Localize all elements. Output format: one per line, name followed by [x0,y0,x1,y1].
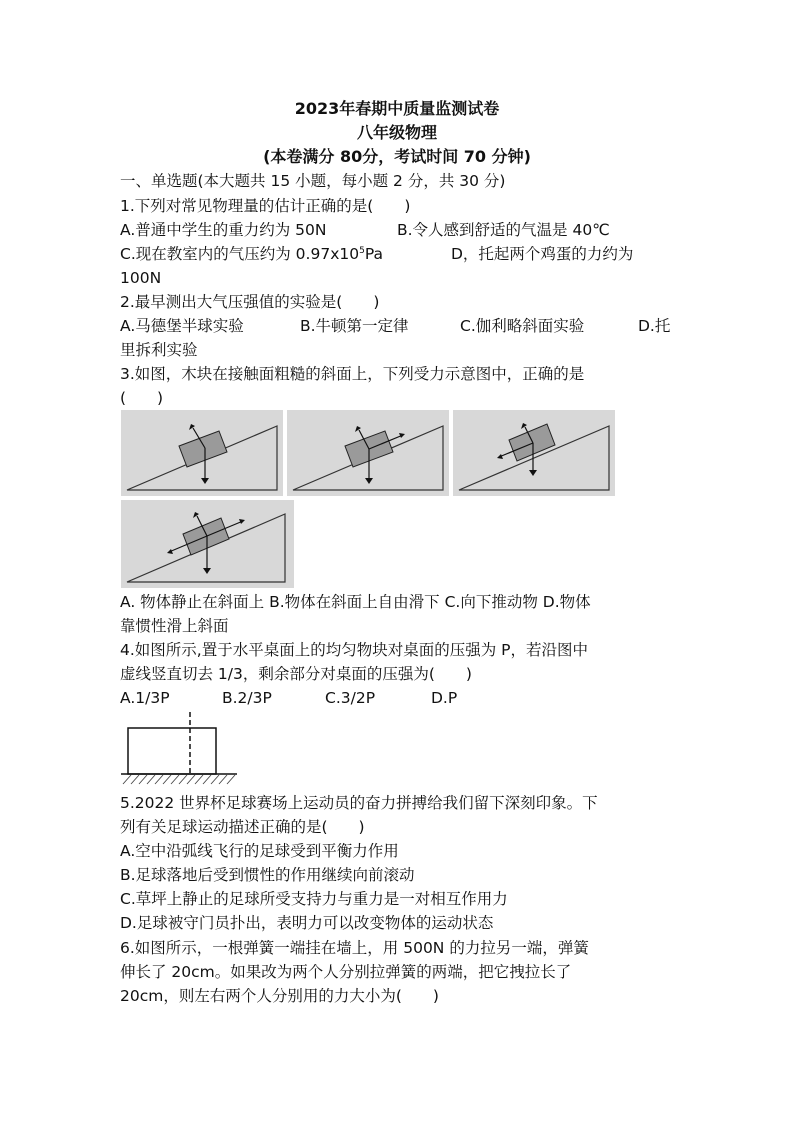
q1-option-c-text: C.现在教室内的气压约为 0.97x10 [120,245,360,263]
q1-option-c-exponent: 5 [359,245,365,256]
q4-figure [119,712,239,792]
q4-figure-diagram [119,712,239,788]
q1-option-d-cont: 100N [120,269,162,287]
q3-options: A. 物体静止在斜面上 B.物体在斜面上自由滑下 C.向下推动物 D.物体 [120,593,591,611]
q3-stem: 3.如图，木块在接触面粗糙的斜面上，下列受力示意图中，正确的是 [120,365,585,383]
q3-options-cont: 靠惯性滑上斜面 [120,617,229,635]
q2-option-d: D.托 [638,317,671,335]
q2-option-a: A.马德堡半球实验 [120,317,244,335]
q4-option-b: B.2/3P [222,689,272,707]
q4-option-a: A.1/3P [120,689,170,707]
q5-stem: 5.2022 世界杯足球赛场上运动员的奋力拼搏给我们留下深刻印象。下 [120,794,598,812]
q3-figure-c [453,410,615,496]
q3-figure-b [287,410,449,496]
q3-figure-d [121,500,294,588]
q1-option-a: A.普通中学生的重力约为 50N [120,221,327,239]
q3-figure-d-diagram [121,500,294,588]
q3-figure-a-diagram [121,410,283,496]
exam-note: (本卷满分 80分，考试时间 70 分钟) [263,147,531,166]
exam-title: 2023年春期中质量监测试卷 [294,99,500,118]
q4-stem: 4.如图所示,置于水平桌面上的均匀物块对桌面的压强为 P，若沿图中 [120,641,588,659]
exam-subtitle: 八年级物理 [356,123,437,142]
q1-option-c [120,243,383,265]
q6-stem: 6.如图所示，一根弹簧一端挂在墙上，用 500N 的力拉另一端，弹簧 [120,939,589,957]
q3-figure-a [121,410,283,496]
q6-stem-cont: 伸长了 20cm。如果改为两个人分别拉弹簧的两端，把它拽拉长了 [120,963,572,981]
q1-stem: 1.下列对常见物理量的估计正确的是( ) [120,197,411,215]
q1-option-c-unit: Pa [364,245,383,263]
q5-option-d: D.足球被守门员扑出，表明力可以改变物体的运动状态 [120,914,494,932]
q4-stem-cont: 虚线竖直切去 1/3，剩余部分对桌面的压强为( ) [120,665,472,683]
q2-stem: 2.最早测出大气压强值的实验是( ) [120,293,380,311]
section-heading: 一、单选题(本大题共 15 小题，每小题 2 分，共 30 分) [120,172,506,190]
q5-option-a: A.空中沿弧线飞行的足球受到平衡力作用 [120,842,399,860]
q4-option-c: C.3/2P [325,689,376,707]
q2-option-b: B.牛顿第一定律 [300,317,409,335]
q6-stem-cont2: 20cm，则左右两个人分别用的力大小为( ) [120,987,439,1005]
q5-option-c: C.草坪上静止的足球所受支持力与重力是一对相互作用力 [120,890,508,908]
q2-option-c: C.伽利略斜面实验 [460,317,585,335]
q1-option-d: D，托起两个鸡蛋的力约为 [451,245,634,263]
q2-option-d-cont: 里拆利实验 [120,341,198,359]
q5-stem-cont: 列有关足球运动描述正确的是( ) [120,818,365,836]
q3-figure-c-diagram [453,410,615,496]
q3-figure-b-diagram [287,410,449,496]
q4-option-d: D.P [431,689,458,707]
q5-option-b: B.足球落地后受到惯性的作用继续向前滚动 [120,866,415,884]
q1-option-b: B.令人感到舒适的气温是 40℃ [397,221,610,239]
q3-stem-cont: ( ) [120,389,164,407]
